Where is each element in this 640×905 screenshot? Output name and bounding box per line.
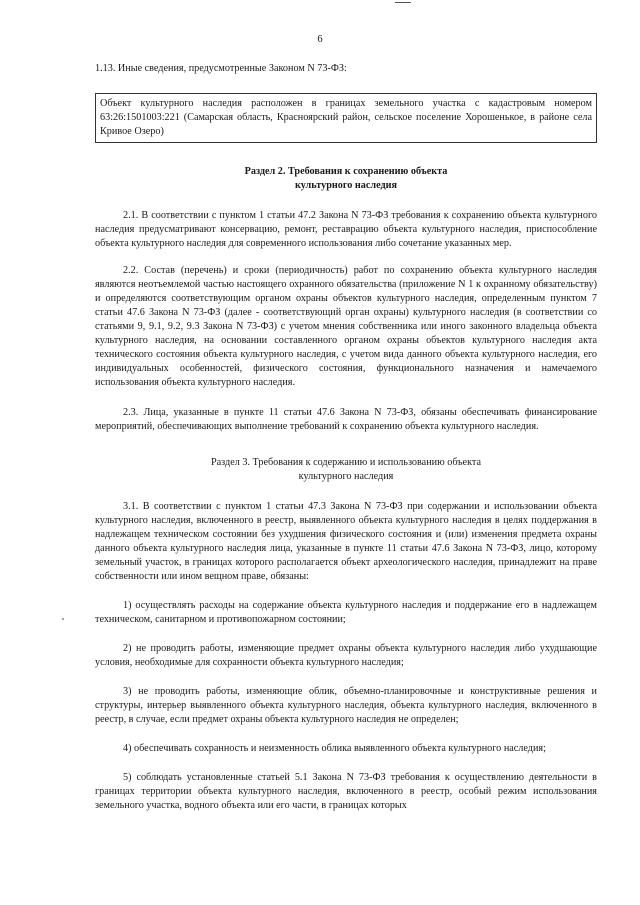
- section-2-title: [95, 165, 597, 193]
- boxed-location-note: Объект культурного наследия расположен в границах земельного участка с кадастровым номером 63:26:1501003:221 (Самарская область, Красноярский район, сельское поселение Хорошенькое, в районе села Кривое Озеро): [95, 93, 597, 143]
- scan-mark: [395, 2, 411, 3]
- list-item: 2) не проводить работы, изменяющие предмет охраны объекта культурного наследия либо ухудшающие условия, необходимые для сохранности объекта культурного наследия;: [95, 643, 597, 668]
- section-2-title-line-2: культурного наследия: [294, 180, 397, 191]
- paragraph-2-3: 2.3. Лица, указанные в пункте 11 статьи 47.6 Закона N 73-ФЗ, обязаны обеспечивать финансирование мероприятий, обеспечивающих выполнение требований к сохранению объекта культурного наследия.: [95, 407, 597, 432]
- paragraph-3-1: 3.1. В соответствии с пунктом 1 статьи 47.3 Закона N 73-ФЗ при содержании и использовании объекта культурного наследия, включенного в реестр, выявленного объекта культурного наследия в целях поддержания в надлежащем техническом состоянии без ухудшения физического состояния и (или) изменения предмета охраны данного объекта культурного наследия лица, указанные в пункте 11 статьи 47.6 Закона N 73-ФЗ, лицо, которому земельный участок, в границах которого располагается объект археологического наследия, принадлежит на праве собственности или ином вещном праве, обязаны:: [95, 501, 597, 582]
- section-2-title-line-1: Раздел 2. Требования к сохранению объекта: [244, 166, 448, 177]
- page-number: 6: [317, 34, 323, 45]
- list-item: 1) осуществлять расходы на содержание объекта культурного наследия и поддержание его в надлежащем техническом, санитарном и противопожарном состоянии;: [95, 600, 597, 625]
- section-3-title-line-2: культурного наследия: [298, 471, 394, 482]
- section-3-title-line-1: Раздел 3. Требования к содержанию и использованию объекта: [210, 457, 481, 468]
- scan-speck: [62, 618, 64, 620]
- section-3-title: [95, 456, 597, 484]
- paragraph-2-1: 2.1. В соответствии с пунктом 1 статьи 47.2 Закона N 73-ФЗ требования к сохранению объекта культурного наследия предусматривают консервацию, ремонт, реставрацию объекта культурного наследия, приспособление объекта культурного наследия для современного использования либо сочетание указанных мер.: [95, 210, 597, 249]
- list-item: 4) обеспечивать сохранность и неизменность облика выявленного объекта культурного наследия;: [123, 743, 546, 754]
- list-item: 3) не проводить работы, изменяющие облик, объемно-планировочные и конструктивные решения и структуры, интерьер выявленного объекта культурного наследия, объекта культурного наследия, включенного в реестр, в случае, если предмет охраны объекта культурного наследия не определен;: [95, 686, 597, 725]
- list-item: 5) соблюдать установленные статьей 5.1 Закона N 73-ФЗ требования к осуществлению деятельности в границах территории объекта культурного наследия, включенного в реестр, особый режим использования земельного участка, водного объекта или его части, в границах которых: [95, 772, 597, 811]
- document-body: [95, 62, 597, 813]
- item-1-13: 1.13. Иные сведения, предусмотренные Законом N 73-ФЗ:: [95, 63, 347, 74]
- paragraph-2-2: 2.2. Состав (перечень) и сроки (периодичность) работ по сохранению объекта культурного наследия являются неотъемлемой частью настоящего охранного обязательства (приложение N 1 к охранному обязательству) и определяются соответствующим органом охраны объектов культурного наследия, определенным пунктом 7 статьи 47.6 Закона N 73-ФЗ (далее - соответствующий орган охраны) культурного наследия (в соответствии со статьями 9, 9.1, 9.2, 9.3 Закона N 73-ФЗ) с учетом мнения собственника или иного законного владельца объекта культурного наследия, на основании составленного органом охраны объектов культурного наследия акта технического состояния объекта культурного наследия, с учетом вида данного объекта культурного наследия, его индивидуальных особенностей, физического состояния, функционального назначения и намечаемого использования объекта культурного наследия.: [95, 265, 597, 388]
